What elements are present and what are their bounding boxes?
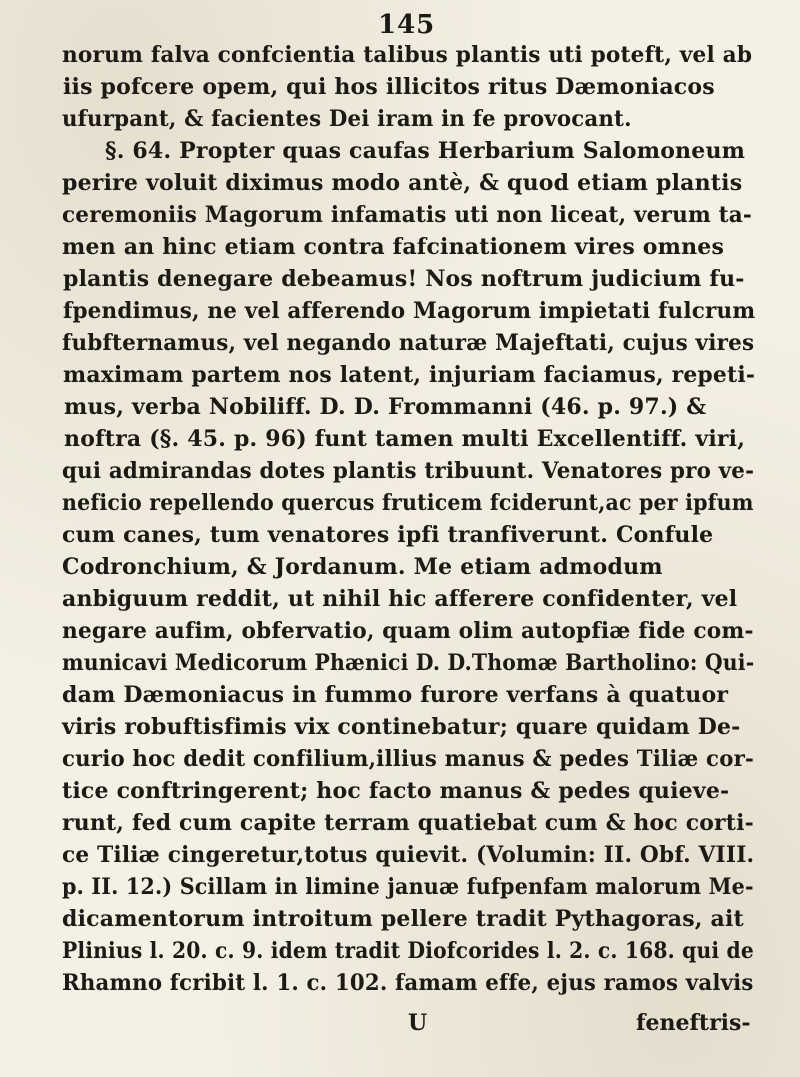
text-line: Plinius l. 20. c. 9. idem tradit Diofcorides l. 2. c. 168. qui de	[62, 938, 754, 964]
text-line: men an hinc etiam contra fafcinationem vires omnes	[62, 234, 725, 260]
text-line: ufurpant, & facientes Dei iram in fe provocant.	[62, 106, 632, 132]
text-line: tice conftringerent; hoc facto manus & pedes quieve-	[62, 778, 730, 804]
text-line: anbiguum reddit, ut nihil hic afferere confidenter, vel	[62, 586, 738, 612]
page-number: 145	[378, 10, 436, 40]
text-line: maximam partem nos latent, injuriam faciamus, repeti-	[63, 362, 756, 388]
text-line: dam Dæmoniacus in fummo furore verfans à quatuor	[62, 682, 729, 708]
text-line: runt, fed cum capite terram quatiebat cum & hoc corti-	[62, 810, 754, 836]
signature-mark: U	[408, 1010, 428, 1036]
text-line: p. II. 12.) Scillam in limine januæ fufpenfam malorum Me-	[62, 874, 754, 900]
catchword: feneftris-	[636, 1010, 751, 1036]
text-line: Rhamno fcribit l. 1. c. 102. famam effe, ejus ramos valvis	[62, 970, 754, 996]
text-line: mus, verba Nobiliff. D. D. Frommanni (46. p. 97.) &	[64, 394, 707, 420]
text-line: ce Tiliæ cingeretur,totus quievit. (Volumin: II. Obf. VIII.	[62, 842, 755, 868]
text-line: Codronchium, & Jordanum. Me etiam admodum	[62, 554, 663, 580]
text-line: noftra (§. 45. p. 96) funt tamen multi Excellentiff. viri,	[64, 426, 746, 452]
text-line: negare aufim, obfervatio, quam olim autopfiæ fide com-	[62, 618, 754, 644]
text-line: plantis denegare debeamus! Nos noftrum judicium fu-	[63, 266, 745, 292]
text-line: neficio repellendo quercus fruticem fciderunt,ac per ipfum	[62, 490, 754, 516]
text-line: cum canes, tum venatores ipfi tranfiverunt. Confule	[62, 522, 714, 548]
text-line: curio hoc dedit confilium,illius manus & pedes Tiliæ cor-	[62, 746, 754, 772]
text-line: perire voluit diximus modo antè, & quod etiam plantis	[62, 170, 743, 196]
text-line: iis pofcere opem, qui hos illicitos ritus Dæmoniacos	[63, 74, 715, 100]
text-line: ceremoniis Magorum infamatis uti non liceat, verum ta-	[62, 202, 753, 228]
text-line: norum falva confcientia talibus plantis uti poteft, vel ab	[62, 42, 753, 68]
text-line: municavi Medicorum Phænici D. D.Thomæ Bartholino: Qui-	[62, 650, 755, 676]
text-line: viris robuftisfimis vix continebatur; quare quidam De-	[62, 714, 741, 740]
text-line: dicamentorum introitum pellere tradit Pythagoras, ait	[62, 906, 744, 932]
text-line: fpendimus, ne vel afferendo Magorum impietati fulcrum	[63, 298, 756, 324]
text-line: qui admirandas dotes plantis tribuunt. Venatores pro ve-	[62, 458, 755, 484]
text-line: §. 64. Propter quas caufas Herbarium Salomoneum	[105, 138, 746, 164]
text-line: fubfternamus, vel negando naturæ Majeftati, cujus vires	[62, 330, 755, 356]
